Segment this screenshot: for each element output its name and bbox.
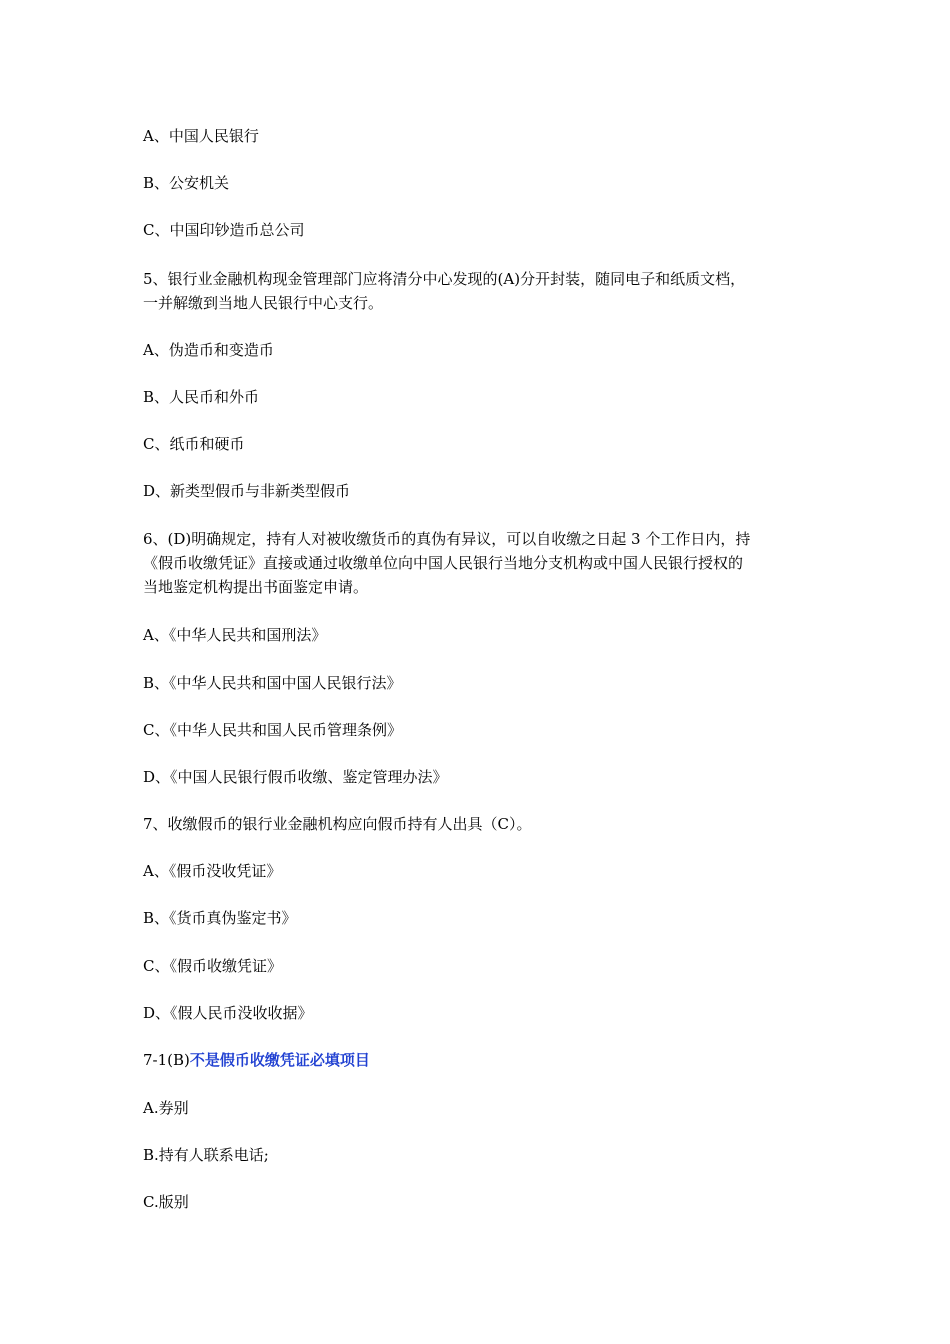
question-6-line-2: 《假币收缴凭证》直接或通过收缴单位向中国人民银行当地分支机构或中国人民银行授权的: [143, 554, 744, 572]
question-7-1-prefix: 7-1(B): [143, 1051, 190, 1069]
question-7-1-highlight: 不是假币收缴凭证必填项目: [189, 1051, 370, 1069]
question-7-1: [143, 1048, 813, 1072]
option-q6-d: D、《中国人民银行假币收缴、鉴定管理办法》: [143, 768, 448, 786]
option-q7-d: D、《假人民币没收收据》: [143, 1004, 313, 1022]
option-q4-b: B、公安机关: [143, 174, 230, 192]
option-q7-1-c: C.版别: [143, 1193, 189, 1211]
option-q4-c: C、中国印钞造币总公司: [143, 221, 305, 239]
question-6-line-1: 6、(D)明确规定，持有人对被收缴货币的真伪有异议，可以自收缴之日起 3 个工作日内，持: [143, 530, 751, 548]
option-q6-c: C、《中华人民共和国人民币管理条例》: [143, 721, 402, 739]
question-7: 7、收缴假币的银行业金融机构应向假币持有人出具（C）。: [143, 815, 532, 833]
option-q7-b: B、《货币真伪鉴定书》: [143, 909, 297, 927]
question-6-line-3: 当地鉴定机构提出书面鉴定申请。: [143, 578, 369, 596]
option-q5-b: B、人民币和外币: [143, 388, 260, 406]
option-q6-b: B、《中华人民共和国中国人民银行法》: [143, 674, 402, 692]
option-q7-1-a: A.券别: [143, 1099, 189, 1117]
option-q6-a: A、《中华人民共和国刑法》: [143, 626, 327, 644]
option-q5-d: D、新类型假币与非新类型假币: [143, 482, 351, 500]
question-5-line-2: 一并解缴到当地人民银行中心支行。: [143, 294, 384, 312]
option-q7-1-b: B.持有人联系电话;: [143, 1146, 269, 1164]
question-5-line-1: 5、银行业金融机构现金管理部门应将清分中心发现的(A)分开封装，随同电子和纸质文档，: [143, 270, 746, 288]
option-q5-a: A、伪造币和变造币: [143, 341, 274, 359]
question-5: [143, 267, 813, 315]
option-q7-a: A、《假币没收凭证》: [143, 862, 282, 880]
option-q7-c: C、《假币收缴凭证》: [143, 957, 282, 975]
option-q4-a: A、中国人民银行: [143, 127, 259, 145]
option-q5-c: C、纸币和硬币: [143, 435, 245, 453]
question-6: [143, 527, 813, 599]
